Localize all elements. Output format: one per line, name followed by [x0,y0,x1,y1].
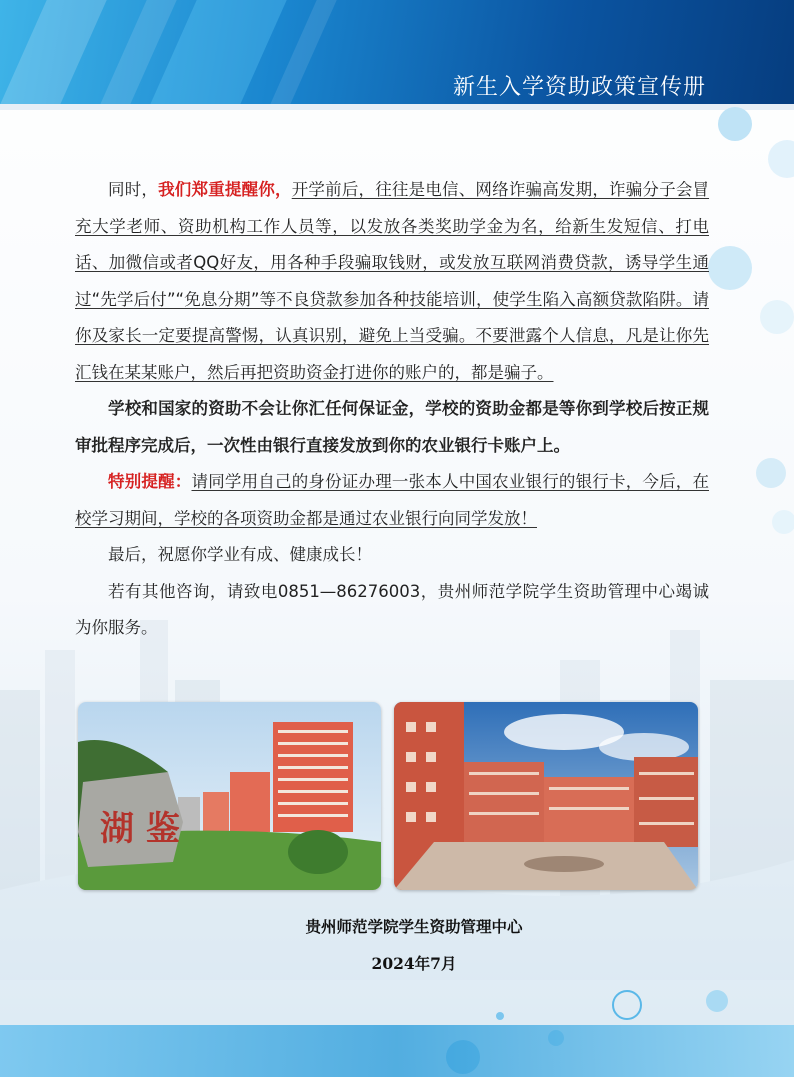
campus-photo-courtyard-image [394,702,698,890]
paragraph-special-reminder [75,464,709,537]
paragraph-contact: 若有其他咨询，请致电0851—86276003，贵州师范学院学生资助管理中心竭诚为你服务。 [75,581,709,637]
special-reminder-label: 特别提醒： [108,472,192,491]
header-rule [0,104,794,110]
footer-band [0,1025,794,1077]
stone-inscription: 湖 鉴 [100,809,180,849]
decorative-bubble [708,246,752,290]
decorative-bubble [706,990,728,1012]
campus-photo-lake-stone [78,702,381,890]
warning-text: 开学前后，往往是电信、网络诈骗高发期，诈骗分子会冒充大学老师、资助机构工作人员等，以发放各类奖助学金为名，给新生发短信、打电话、加微信或者QQ好友，用各种手段骗取钱财，或发放互联网消费贷款，诱导学生通过“先学后付”“免息分期”等不良贷款参加各种技能培训，使学生陷入高额贷款陷阱。请你及家长一定要提高警惕，认真识别，避免上当受骗。不要泄露个人信息，凡是让你先汇钱在某某账户，然后再把资助资金打进你的账户的，都是骗子。 [75,180,710,382]
campus-photo-courtyard [394,702,698,890]
warning-highlight: 我们郑重提醒你， [158,180,292,199]
header-stripe [0,0,116,110]
decorative-bubble [612,990,642,1020]
decorative-bubble [772,510,794,534]
issue-date: 2024年7月 [371,954,457,973]
paragraph-wishes: 最后，祝愿你学业有成、健康成长！ [108,545,372,564]
decorative-bubble [760,300,794,334]
warning-lead: 同时， [108,180,159,199]
paragraph-funding-rule: 学校和国家的资助不会让你汇任何保证金，学校的资助金都是等你到学校后按正规审批程序完成后，一次性由银行直接发放到你的农业银行卡账户上。 [75,399,709,455]
notice-body [75,172,709,647]
issuer-name: 贵州师范学院学生资助管理中心 [305,917,523,936]
paragraph-warning [75,172,709,391]
decorative-bubble [768,140,794,178]
decorative-bubble [496,1012,504,1020]
special-reminder-text: 请同学用自己的身份证办理一张本人中国农业银行的银行卡，今后，在校学习期间，学校的各项资助金都是通过农业银行向同学发放！ [75,472,709,528]
decorative-bubble [756,458,786,488]
campus-photo-lake-stone-image [78,702,381,890]
header-banner [0,0,794,110]
decorative-bubble [718,107,752,141]
brochure-title: 新生入学资助政策宣传册 [452,75,706,100]
